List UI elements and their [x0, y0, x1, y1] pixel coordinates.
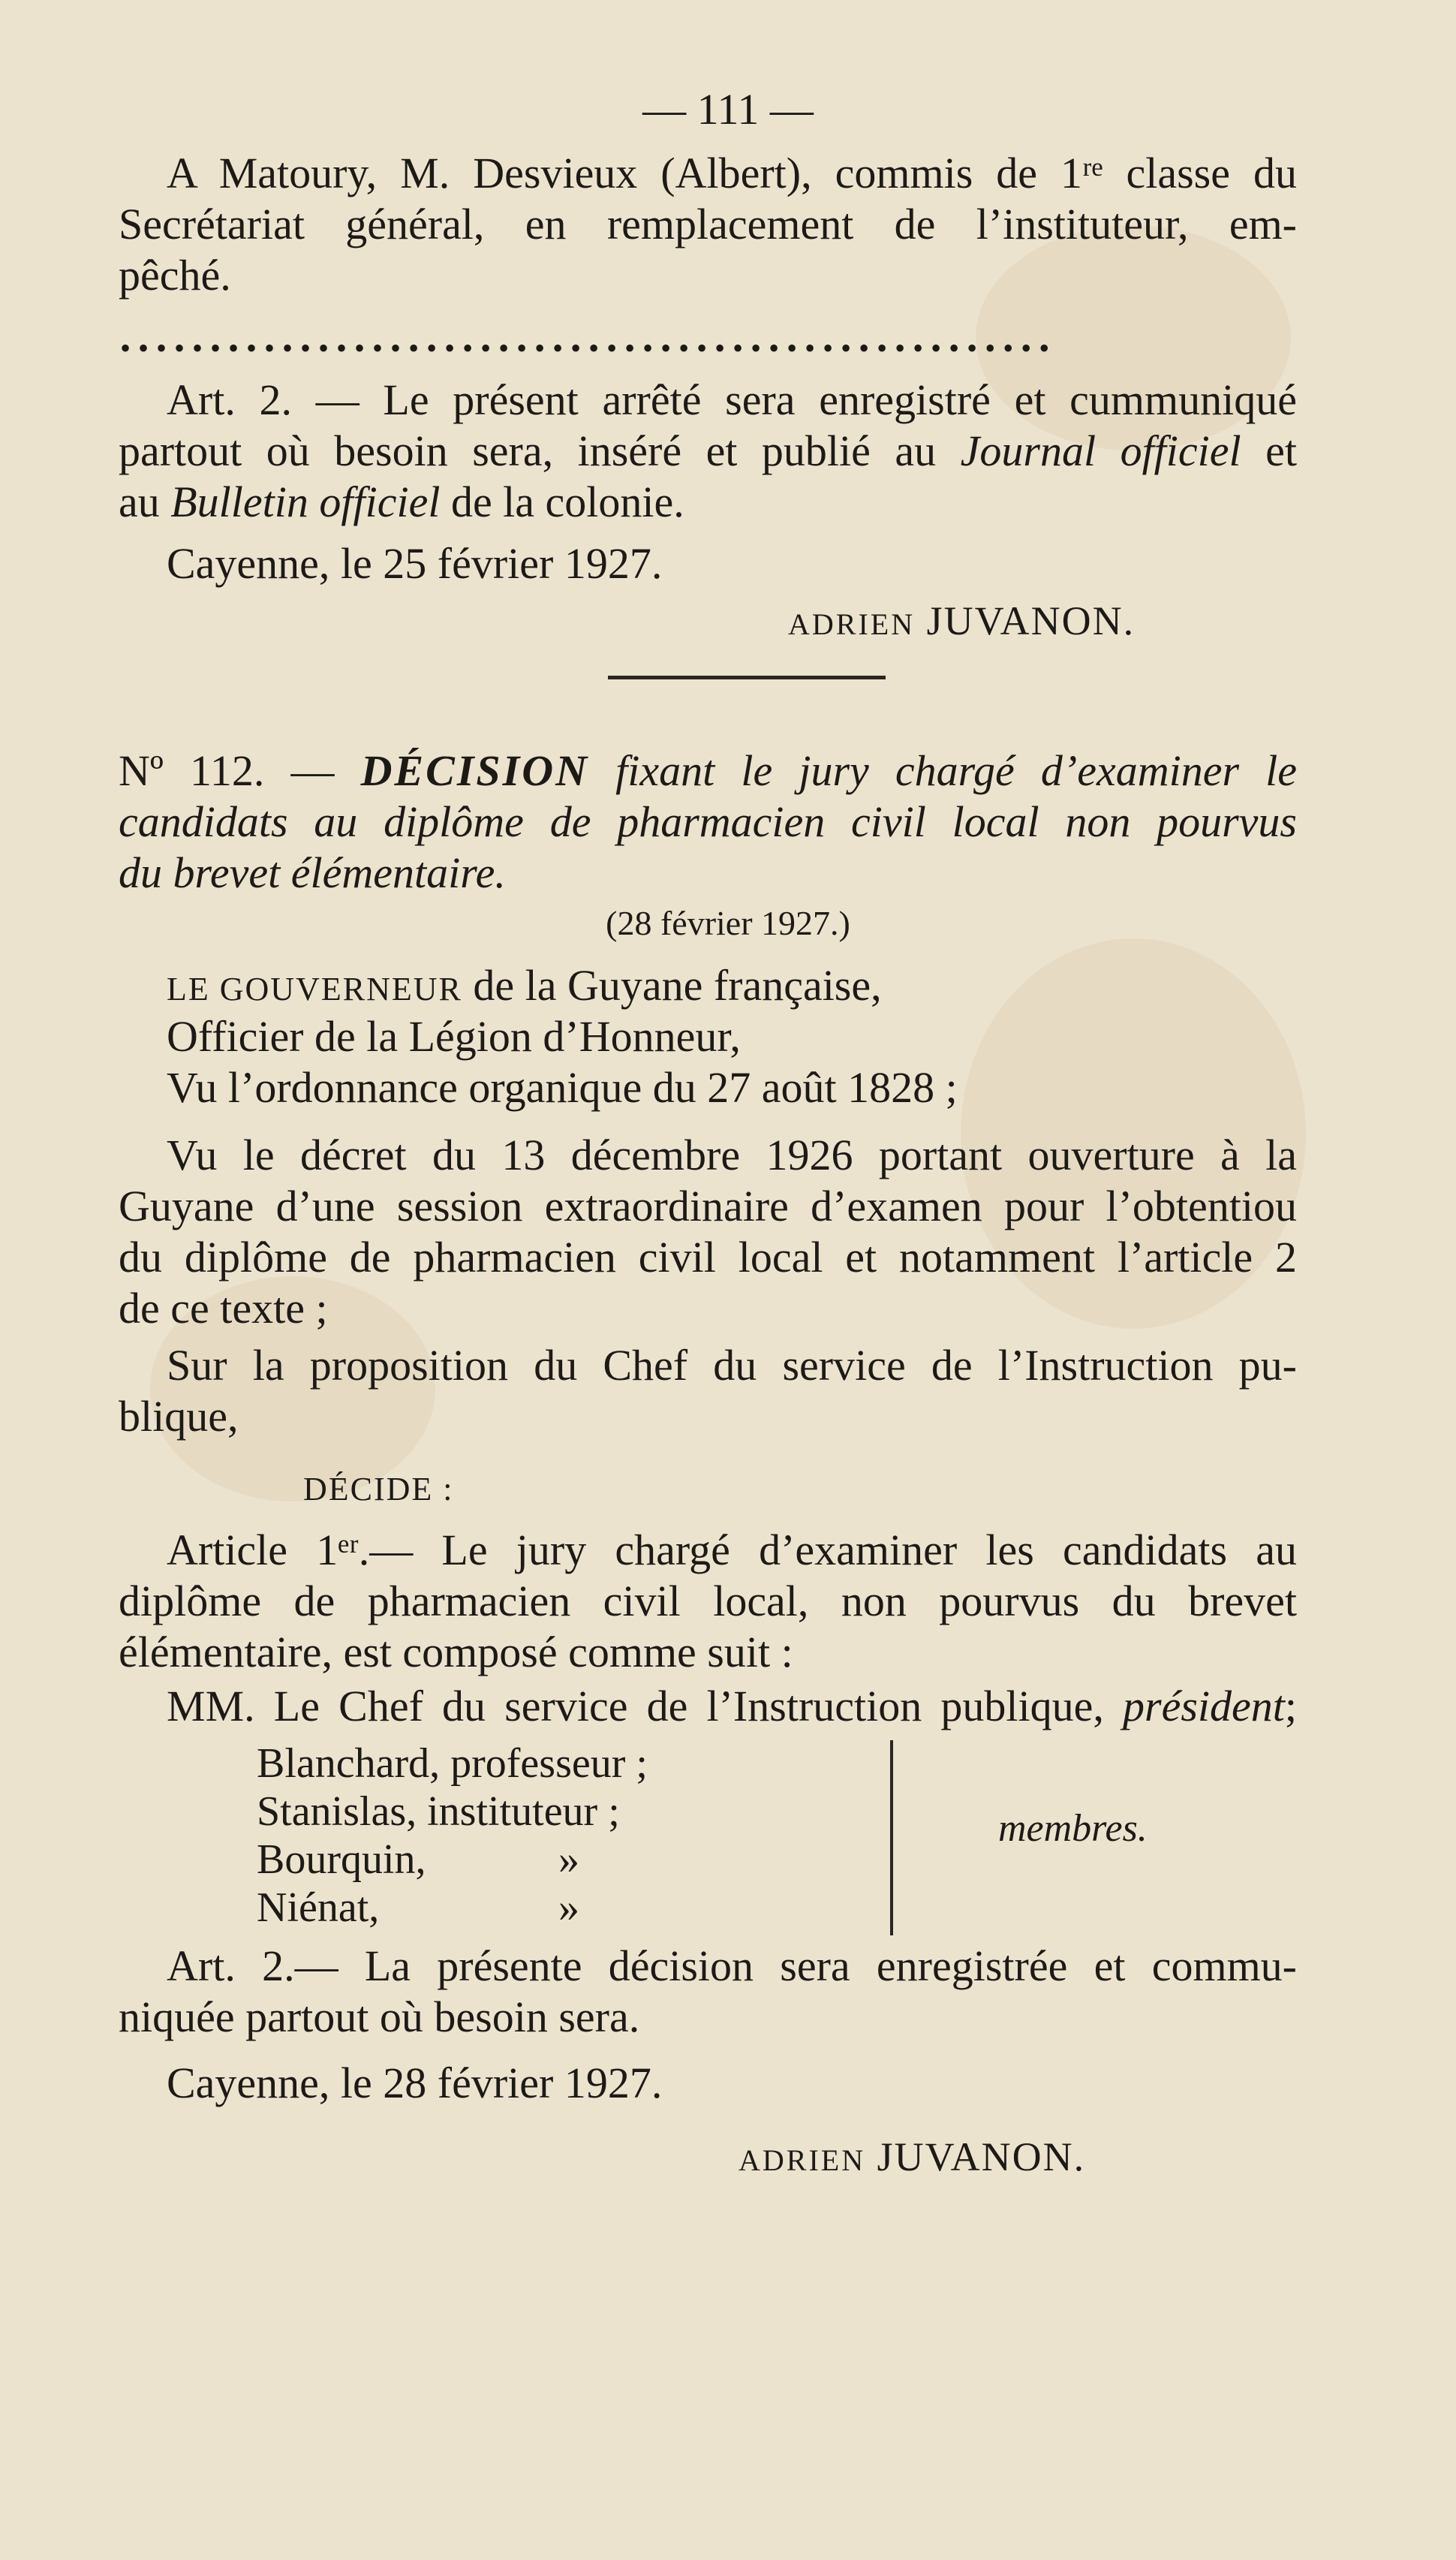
article1-line-2: diplôme de pharmacien civil local, non pourvus du brevet — [119, 1577, 1297, 1625]
member-3-ditto: » — [558, 1836, 579, 1883]
sur-proposition-line-1: Sur la proposition du Chef du service de l’Instruction pu- — [167, 1341, 1297, 1390]
member-3: Bourquin, — [257, 1836, 426, 1883]
article2-line-2: niquée partout où besoin sera. — [119, 1992, 640, 2041]
section-divider — [608, 676, 886, 679]
ellipsis-separator: •••••••••••••••••••••••••••••••••••••••••••••••••••• — [120, 331, 1057, 365]
place-date-1: Cayenne, le 25 février 1927. — [167, 539, 663, 588]
place-date-2: Cayenne, le 28 février 1927. — [167, 2059, 663, 2107]
members-brace — [890, 1740, 898, 1935]
decision-title-line-3: du brevet élémentaire. — [119, 848, 506, 897]
member-1: Blanchard, professeur ; — [257, 1740, 648, 1787]
membres-label: membres. — [998, 1807, 1148, 1850]
art2-line-3: au Bulletin officiel de la colonie. — [119, 477, 684, 526]
art2-line-2: partout où besoin sera, inséré et publié au Journal officiel et — [119, 426, 1297, 475]
para1-line-1: A Matoury, M. Desvieux (Albert), commis de 1ʳᵉ classe du — [167, 149, 1297, 197]
vu-decret-line-2: Guyane d’une session extraordinaire d’examen pour l’obtentiou — [119, 1182, 1297, 1230]
member-2: Stanislas, instituteur ; — [257, 1788, 620, 1835]
page-number: — 111 — — [642, 85, 814, 134]
article2-line-1: Art. 2.— La présente décision sera enregistrée et commu- — [167, 1941, 1297, 1990]
signature-2: ADRIEN JUVANON. — [739, 2134, 1086, 2179]
article1-line-3: élémentaire, est composé comme suit : — [119, 1628, 793, 1676]
para1-line-2: Secrétariat général, en remplacement de l’instituteur, em- — [119, 200, 1297, 248]
decision-title-line-2: candidats au diplôme de pharmacien civil local non pourvus — [119, 797, 1297, 846]
vu-decret-line-3: du diplôme de pharmacien civil local et notamment l’article 2 — [119, 1233, 1297, 1282]
vu-ordonnance: Vu l’ordonnance organique du 27 août 1828 ; — [167, 1063, 958, 1112]
art2-line-1: Art. 2. — Le présent arrêté sera enregistré et cummuniqué — [167, 375, 1297, 424]
vu-decret-line-4: de ce texte ; — [119, 1284, 328, 1333]
para1-line-3: pêché. — [119, 251, 231, 300]
member-4-ditto: » — [558, 1884, 579, 1931]
gouverneur-line: LE GOUVERNEUR de la Guyane française, — [167, 961, 882, 1010]
decide-heading: DÉCIDE : — [303, 1471, 454, 1507]
signature-1: ADRIEN JUVANON. — [788, 598, 1136, 643]
article1-line-1: Article 1ᵉʳ.— Le jury chargé d’examiner les candidats au — [167, 1525, 1297, 1574]
decision-title-line-1: Nº 112. — DÉCISION fixant le jury chargé d’examiner le — [119, 746, 1298, 795]
officier-line: Officier de la Légion d’Honneur, — [167, 1012, 741, 1061]
vu-decret-line-1: Vu le décret du 13 décembre 1926 portant ouverture à la — [167, 1131, 1297, 1179]
decision-date: (28 février 1927.) — [606, 904, 850, 942]
mm-president-line: MM. Le Chef du service de l’Instruction publique, président; — [167, 1682, 1297, 1730]
member-4: Niénat, — [257, 1884, 380, 1931]
sur-proposition-line-2: blique, — [119, 1392, 239, 1441]
